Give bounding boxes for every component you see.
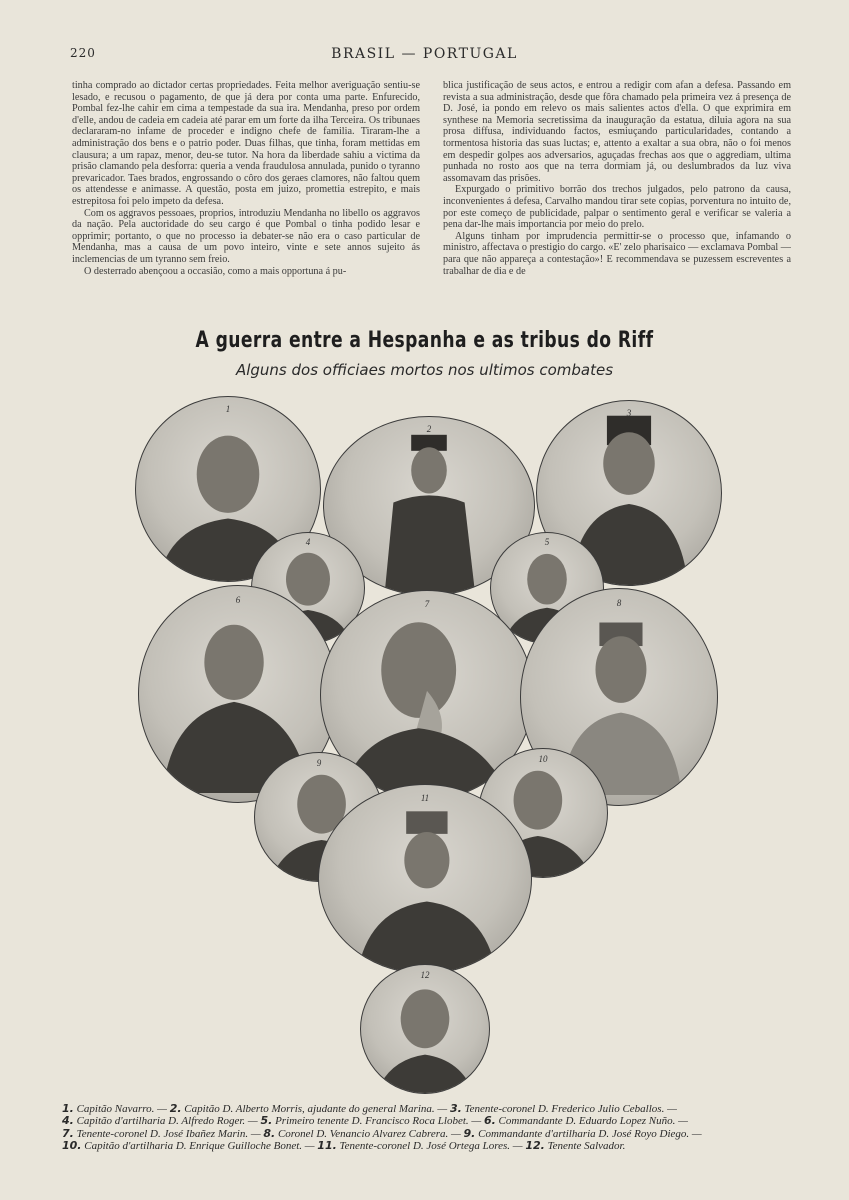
portrait-number: 9 bbox=[316, 758, 322, 769]
caption-text: Tenente-coronel D. José Ortega Lores. — bbox=[336, 1140, 526, 1153]
caption-number: 10. bbox=[62, 1139, 82, 1153]
caption-number: 2. bbox=[169, 1102, 182, 1115]
paragraph: Expurgado o primitivo borrão dos trechos julgados, pelo patrono da causa, inconvenientes á defesa, Carvalho mandou tirar sete copias, porventura no intuito de, por este começo de publicidade, palpar o sentimento geral e verificar se valeria a pena dar-lhe mais importancia por meio do prelo. bbox=[443, 184, 791, 231]
paragraph: Com os aggravos pessoaes, proprios, introduziu Mendanha no libello os aggravos da nação. Pela auctoridade do seu cargo é que Pombal o tinha podido lesar e opprimir; portanto, o que no processo ia debater-se não era o caso particular de Mendanha, mas a causa de um povo inteiro, vinte e sete annos sujeito ás inclemencias de um tyranno sem freio. bbox=[72, 207, 420, 265]
caption-line bbox=[62, 1103, 802, 1115]
caption-number: 9. bbox=[463, 1126, 476, 1140]
caption-number: 7. bbox=[62, 1126, 74, 1140]
portrait-number: 12 bbox=[420, 970, 430, 981]
caption-text: Tenente-coronel D. José Ibañez Marin. — bbox=[73, 1127, 264, 1140]
caption-line bbox=[62, 1140, 802, 1152]
caption-text: Capitão d'artilharia D. Alfredo Roger. — bbox=[73, 1115, 261, 1128]
caption-text: Capitão d'artilharia D. Enrique Guilloche Bonet. — bbox=[81, 1140, 318, 1153]
portrait-number: 6 bbox=[235, 594, 241, 605]
photo-caption bbox=[62, 1103, 802, 1153]
caption-text: Capitão Navarro. — bbox=[73, 1103, 170, 1115]
article-headline: A guerra entre a Hespanha e as tribus do Riff bbox=[195, 328, 654, 353]
page-number: 220 bbox=[70, 46, 96, 60]
officer-silhouette-icon bbox=[319, 785, 531, 973]
portrait-11 bbox=[318, 784, 532, 974]
paragraph: O desterrado abençoou a occasião, como a mais opportuna á pu- bbox=[84, 265, 347, 277]
running-title: BRASIL — PORTUGAL bbox=[331, 46, 518, 62]
portrait-number: 1 bbox=[225, 404, 231, 415]
caption-number: 5. bbox=[260, 1114, 273, 1128]
portrait-number: 2 bbox=[426, 424, 432, 435]
caption-text: Coronel D. Venancio Alvarez Cabrera. — bbox=[275, 1127, 464, 1140]
caption-line bbox=[62, 1115, 802, 1127]
paragraph: tinha comprado ao dictador certas propriedades. Feita melhor averiguação sentiu-se lesado, e recusou o pagamento, de que já dera por conta uma parte. Enfurecido, Pombal fez-lhe cahir em cima a tempestade da sua ira. Mendanha, preso por ordem d'elle, andou de cadeia em cadeia até parar em um forte da ilha Terceira. Os tribunaes declararam-no infame de proceder e indigno chefe de familia. Tiraram-lhe a administração dos bens e o patrio poder. Duas filhas, que tinha, foram mettidas em clausura; a um rapaz, menor, deu-se tutor. Na hora da liberdade sahiu a victima da prisão clamando pela desforra: queria a venda fraudulosa annulada, punido o tyranno prevaricador. Taes brados, engrossando o côro dos geraes clamores, não faltou quem os attendesse e animasse. A questão, posta em juizo, promettia estrepito, e mais estrepitosa foi pelo impeto da defesa. bbox=[72, 80, 420, 207]
portrait-number: 4 bbox=[305, 537, 311, 548]
caption-number: 1. bbox=[62, 1102, 74, 1115]
article-subheadline: Alguns dos officiaes mortos nos ultimos combates bbox=[235, 361, 614, 379]
portrait-number: 8 bbox=[616, 597, 622, 608]
paragraph: blica justificação de seus actos, e entrou a redigir com afan a defesa. Passando em revista a sua administração, desde que fôra chamado pela primeira vez á presença de D. José, ia pondo em relevo os mais salientes actos d'ella. O que exprimira em synthese na Memoria secretissima da inauguração da estatua, diluia agora na sua prosa diffusa, individuando factos, esmiuçando particularidades, contando a tormentosa historia das suas luctas; e, attento a exaltar a sua obra, não o foi menos em despedir golpes aos adversarios, aguçadas frechas aos que o aggrediam, ultima punhada no rosto aos que na terra dormiam já, ou deslumbrados da luz viva assomavam das prisões. bbox=[443, 80, 791, 184]
caption-number: 6. bbox=[483, 1114, 496, 1128]
portrait-number: 10 bbox=[538, 754, 548, 765]
portrait-12 bbox=[360, 964, 490, 1094]
portrait-number: 3 bbox=[626, 408, 632, 419]
caption-number: 3. bbox=[449, 1102, 462, 1115]
caption-number: 12. bbox=[525, 1139, 545, 1153]
right-text-column bbox=[443, 80, 791, 277]
caption-number: 4. bbox=[62, 1114, 74, 1128]
left-text-column bbox=[72, 80, 420, 277]
caption-text: Commandante d'artilharia D. José Royo Diego. — bbox=[475, 1127, 702, 1140]
officer-silhouette-icon bbox=[361, 965, 489, 1093]
caption-number: 11. bbox=[317, 1139, 337, 1153]
paragraph: Alguns tinham por imprudencia permittir-se o processo que, infamando o ministro, affectava o prestigio do cargo. «E' zelo pharisaico — exclamava Pombal — para que não appareça a contestação»! E recommendava se puzessem escreventes a trabalhar de dia e de bbox=[443, 230, 791, 277]
caption-text: Capitão D. Alberto Morris, ajudante do general Marina. — bbox=[181, 1103, 450, 1115]
caption-number: 8. bbox=[263, 1126, 276, 1140]
caption-text: Tenente Salvador. bbox=[544, 1140, 626, 1153]
caption-text: Commandante D. Eduardo Lopez Nuño. — bbox=[495, 1115, 688, 1128]
caption-text: Tenente-coronel D. Frederico Julio Ceballos. — bbox=[461, 1103, 677, 1115]
portrait-number: 11 bbox=[420, 792, 430, 803]
caption-line bbox=[62, 1128, 802, 1140]
portrait-number: 7 bbox=[424, 599, 430, 610]
caption-text: Primeiro tenente D. Francisco Roca Llobet. — bbox=[272, 1115, 484, 1128]
portrait-number: 5 bbox=[544, 537, 550, 548]
